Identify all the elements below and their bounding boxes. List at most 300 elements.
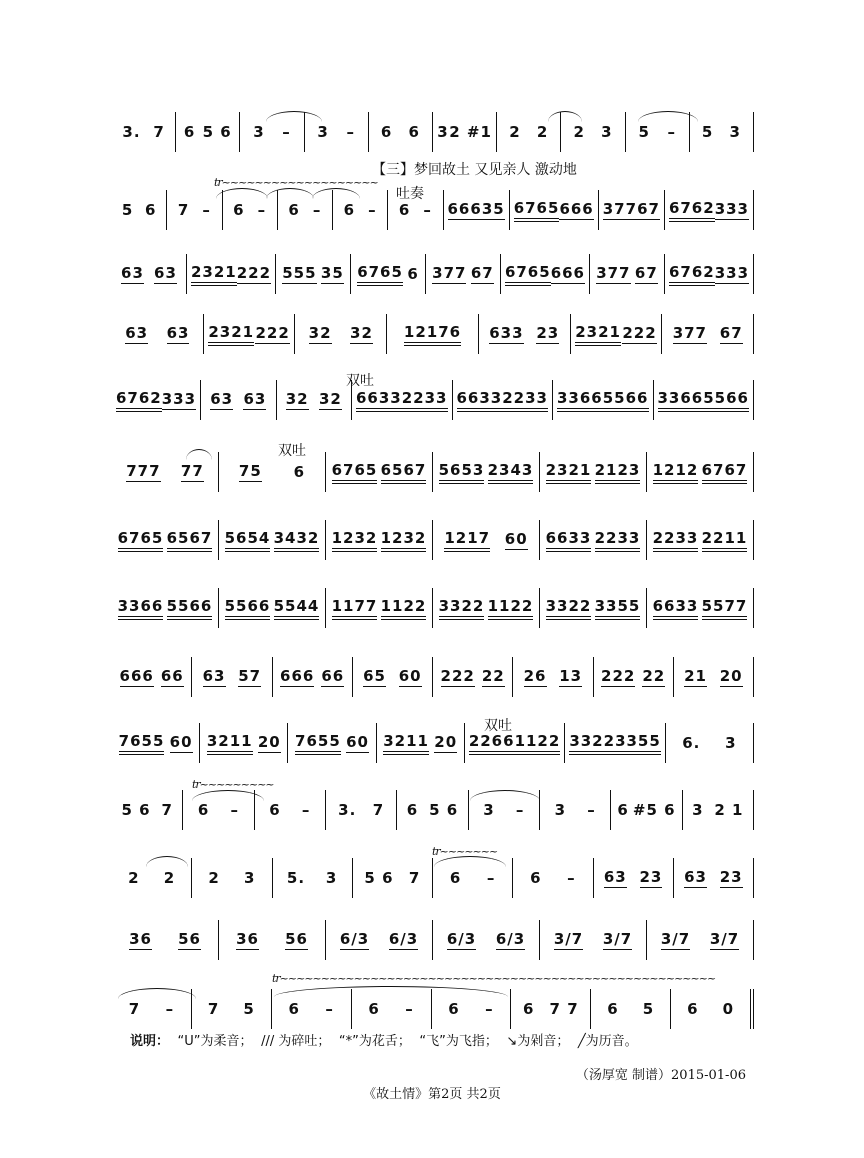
measure	[540, 920, 647, 960]
note-group: 66	[160, 667, 184, 685]
measure	[571, 314, 663, 354]
note-group: 6767	[702, 461, 748, 484]
note-group: 5566	[167, 597, 213, 620]
note-group: 222	[622, 324, 657, 342]
note-group: 222	[255, 324, 290, 342]
measure	[353, 657, 433, 697]
note-group: 56	[178, 930, 201, 948]
note-group: 6765	[505, 263, 551, 286]
note-group: 22	[642, 667, 666, 685]
note-group: 5 6	[121, 801, 151, 819]
note-group: 63	[202, 667, 226, 685]
measure	[513, 858, 593, 898]
note-group: 23	[536, 324, 560, 342]
note-group: 7	[161, 801, 173, 819]
note-group: –	[485, 1000, 494, 1018]
measure	[277, 380, 352, 420]
legend-item-soft-tone: “U”为柔音；	[177, 1034, 253, 1049]
note-group: 66	[321, 667, 345, 685]
note-group: 5	[638, 123, 650, 141]
notation-row	[112, 190, 754, 230]
measure	[112, 657, 192, 697]
note-group: 60	[346, 733, 369, 751]
measure	[351, 254, 426, 294]
note-group: 2321	[546, 461, 592, 484]
note-group: 377	[602, 200, 638, 218]
note-group: 1122	[515, 732, 561, 755]
page-footer: 《故土情》第2页 共2页	[363, 1087, 501, 1102]
measure	[433, 657, 513, 697]
measure	[671, 989, 754, 1029]
note-group: 7655	[295, 732, 341, 755]
measure	[591, 989, 671, 1029]
note-group: 6	[197, 801, 210, 819]
measure	[352, 380, 453, 420]
measure	[690, 112, 754, 152]
measure	[397, 790, 468, 830]
note-group: 6	[617, 801, 629, 819]
note-group: 6/3	[446, 930, 477, 948]
measure	[272, 989, 352, 1029]
measure	[192, 657, 272, 697]
measure	[647, 520, 754, 560]
measure	[352, 989, 432, 1029]
notation-row	[112, 520, 754, 560]
measure	[187, 254, 276, 294]
note-group: 65	[363, 667, 386, 685]
notation-row	[112, 112, 754, 152]
note-group: 222	[236, 264, 272, 282]
notation-row	[112, 920, 754, 960]
note-group: 3322	[546, 597, 592, 620]
note-group: 5566	[225, 597, 271, 620]
note-group: 5 6	[202, 123, 232, 141]
note-group: 35	[481, 200, 505, 218]
note-group: 13	[559, 667, 583, 685]
note-group: –	[587, 801, 596, 819]
legend-item-glide-tone: ╱为历音。	[577, 1034, 638, 1049]
note-group: 666	[280, 667, 315, 685]
note-group: 6633	[653, 597, 699, 620]
note-group: 2343	[488, 461, 534, 484]
measure	[674, 657, 754, 697]
measure	[465, 723, 566, 763]
note-group: 5	[701, 123, 714, 141]
measure	[433, 452, 540, 492]
measure	[276, 254, 351, 294]
note-group: 377	[432, 264, 467, 282]
note-group: 7	[177, 201, 190, 219]
note-group: 3322	[569, 732, 615, 755]
note-group: –	[667, 123, 676, 141]
note-group: 63	[243, 390, 267, 408]
note-group: –	[346, 123, 355, 141]
measure	[112, 520, 219, 560]
note-group: –	[230, 801, 240, 819]
note-group: 67	[719, 324, 743, 342]
note-group: 3355	[615, 732, 661, 755]
note-group: 222	[440, 667, 475, 685]
notation-row	[112, 657, 754, 697]
measure	[665, 254, 754, 294]
measure	[204, 314, 296, 354]
note-group: 3	[243, 869, 256, 887]
measure	[278, 190, 333, 230]
measure	[590, 254, 665, 294]
measure	[388, 190, 443, 230]
trill-mark: tr~~~~~~~~~	[192, 778, 274, 791]
measure	[167, 190, 222, 230]
note-group: 6/3	[339, 930, 370, 948]
measure	[273, 657, 353, 697]
note-group: 3	[729, 123, 741, 141]
note-group: 63	[210, 390, 234, 408]
note-group: 6	[288, 1000, 300, 1018]
note-group: 1232	[332, 529, 378, 552]
measure	[444, 190, 510, 230]
note-group: 5566	[703, 389, 749, 412]
note-group: 6765	[357, 263, 403, 286]
note-group: –	[325, 1000, 334, 1018]
note-group: 6	[144, 201, 157, 219]
note-group: 32	[350, 324, 373, 342]
measure	[540, 588, 647, 628]
measure	[112, 989, 192, 1029]
note-group: 6	[448, 1000, 460, 1018]
note-group: 2321	[191, 263, 237, 286]
note-group: 6	[522, 1000, 535, 1018]
tonguing-annotation: 吐奏	[396, 186, 424, 202]
note-group: 666	[447, 200, 482, 218]
note-group: 5	[243, 1000, 255, 1018]
note-group: 22	[481, 667, 505, 685]
note-group: 6	[449, 869, 462, 887]
note-group: 7655	[119, 732, 165, 755]
measure	[594, 858, 674, 898]
note-group: 3	[253, 123, 265, 141]
note-group: 77	[180, 462, 204, 480]
measure	[513, 657, 593, 697]
note-group: 63	[603, 868, 627, 886]
note-group: 6	[183, 123, 196, 141]
note-group: 36	[236, 930, 259, 948]
note-group: 67	[470, 264, 494, 282]
note-group: 377	[672, 324, 707, 342]
note-group: 2	[128, 869, 140, 887]
measure	[433, 112, 497, 152]
measure	[510, 190, 599, 230]
measure	[377, 723, 465, 763]
measure	[469, 790, 540, 830]
measure	[333, 190, 388, 230]
measure	[683, 790, 754, 830]
notation-row	[112, 858, 754, 898]
measure	[223, 190, 278, 230]
note-group: 3/7	[709, 930, 740, 948]
note-group: 3366	[118, 597, 164, 620]
note-group: –	[312, 201, 322, 219]
note-group: 5653	[439, 461, 485, 484]
legend-item-broken-tongue: /// 为碎吐；	[261, 1034, 331, 1049]
measure	[112, 254, 187, 294]
note-group: 3	[554, 801, 566, 819]
measure	[433, 920, 540, 960]
measure	[662, 314, 754, 354]
measure	[326, 588, 433, 628]
note-group: 67	[634, 264, 658, 282]
note-group: 63	[125, 324, 149, 342]
note-group: 6	[233, 201, 245, 219]
measure	[594, 657, 674, 697]
notation-row	[112, 254, 754, 294]
note-group: 21	[684, 667, 707, 685]
note-group: 6765	[332, 461, 378, 484]
note-group: 6	[408, 123, 420, 141]
note-group: –	[202, 201, 211, 219]
note-group: –	[423, 201, 432, 219]
note-group: 23	[639, 868, 663, 886]
note-group: 6633	[457, 389, 503, 412]
note-group: 6	[288, 201, 300, 219]
note-group: 6	[530, 869, 542, 887]
note-group: 6762	[669, 199, 715, 222]
measure	[176, 112, 240, 152]
measure	[305, 112, 369, 152]
note-group: –	[515, 801, 525, 819]
note-group: 6567	[167, 529, 213, 552]
measure	[219, 520, 326, 560]
note-group: 333	[161, 390, 197, 408]
trill-mark: tr~~~~~~~~~~~~~~~~~~~~~~~~~~~~~~~~~~~~~~~~~~~~~~~~~~~~~	[272, 972, 716, 985]
note-group: 3366	[658, 389, 704, 412]
note-group: 3	[483, 801, 495, 819]
measure	[201, 380, 276, 420]
measure	[647, 588, 754, 628]
note-group: 6	[368, 1000, 380, 1018]
note-group: 7 7	[549, 1000, 579, 1018]
note-group: 2233	[402, 389, 448, 412]
measure	[553, 380, 654, 420]
note-group: 2	[536, 123, 549, 141]
note-group: 2	[163, 869, 176, 887]
note-group: 3.	[122, 123, 141, 141]
note-group: 1177	[332, 597, 378, 620]
measure	[192, 989, 272, 1029]
note-group: 3	[601, 123, 613, 141]
note-group: 2233	[595, 529, 641, 552]
note-group: 1122	[381, 597, 427, 620]
measure	[666, 723, 754, 763]
note-group: 6/3	[495, 930, 526, 948]
notation-row	[112, 790, 754, 830]
note-group: 12176	[404, 323, 461, 346]
note-group: 5 6	[364, 869, 394, 887]
measure	[540, 452, 647, 492]
legend-item-flying-finger: “飞”为飞指；	[419, 1034, 498, 1049]
measure	[433, 520, 540, 560]
note-group: 6762	[116, 389, 162, 412]
note-group: #5 6	[632, 801, 676, 819]
note-group: 3	[725, 734, 737, 752]
note-group: 6765	[514, 199, 560, 222]
note-group: 3432	[274, 529, 320, 552]
note-group: –	[486, 869, 496, 887]
note-group: 2233	[653, 529, 699, 552]
measure	[219, 452, 326, 492]
note-group: 3.	[338, 801, 357, 819]
measure	[326, 452, 433, 492]
note-group: 6	[607, 1000, 619, 1018]
note-group: 1212	[653, 461, 699, 484]
note-group: 7	[128, 1000, 141, 1018]
measure	[219, 588, 326, 628]
note-group: 377	[596, 264, 631, 282]
notation-row	[112, 989, 754, 1029]
note-group: 32	[285, 390, 309, 408]
note-group: 7	[372, 801, 385, 819]
note-group: 57	[238, 667, 262, 685]
note-group: 3	[325, 869, 338, 887]
measure	[432, 989, 512, 1029]
note-group: 6	[343, 201, 356, 219]
note-group: –	[301, 801, 311, 819]
note-group: 6/3	[388, 930, 419, 948]
measure	[112, 112, 176, 152]
note-group: 36	[129, 930, 152, 948]
note-group: 1232	[381, 529, 427, 552]
note-group: 20	[719, 667, 743, 685]
note-group: 6	[293, 463, 306, 481]
note-group: 6	[269, 801, 281, 819]
note-group: 56	[285, 930, 308, 948]
measure	[273, 858, 353, 898]
measure	[183, 790, 254, 830]
note-group: 3	[437, 123, 449, 141]
measure	[497, 112, 561, 152]
measure	[626, 112, 690, 152]
measure	[112, 723, 200, 763]
note-group: 3322	[439, 597, 485, 620]
note-group: 7	[408, 869, 421, 887]
measure	[561, 112, 625, 152]
note-group: 6.	[682, 734, 701, 752]
note-group: 2266	[469, 732, 515, 755]
measure	[112, 314, 204, 354]
note-group: –	[282, 123, 291, 141]
notation-row	[112, 588, 754, 628]
measure	[255, 790, 326, 830]
note-group: 2 #1	[449, 123, 492, 141]
measure	[353, 858, 433, 898]
notation-row	[112, 723, 754, 763]
note-group: 3211	[383, 732, 429, 755]
double-tongue-annotation-a: 双吐	[346, 373, 374, 389]
note-group: 3366	[557, 389, 603, 412]
note-group: 63	[121, 264, 144, 282]
note-group: 5544	[274, 597, 320, 620]
note-group: 222	[601, 667, 636, 685]
legend-label: 说明：	[130, 1034, 170, 1049]
note-group: 20	[257, 733, 281, 751]
note-group: 2	[208, 869, 220, 887]
measure	[288, 723, 376, 763]
note-group: 5566	[603, 389, 649, 412]
note-group: –	[567, 869, 576, 887]
note-group: 32	[318, 390, 342, 408]
measure	[511, 989, 591, 1029]
note-group: 1217	[444, 529, 490, 552]
measure	[219, 920, 326, 960]
note-group: 6567	[381, 461, 427, 484]
measure	[674, 858, 754, 898]
note-group: 3355	[595, 597, 641, 620]
note-group: 3211	[207, 732, 253, 755]
measure	[326, 520, 433, 560]
note-group: 5 6	[429, 801, 459, 819]
note-group: 666	[559, 200, 594, 218]
note-group: 5654	[225, 529, 271, 552]
note-group: –	[165, 1000, 175, 1018]
note-group: 60	[504, 530, 528, 548]
note-group: 3/7	[602, 930, 633, 948]
note-group: 23	[719, 868, 743, 886]
note-group: 1122	[488, 597, 534, 620]
legend-item-chop-tone: ↘为剁音；	[506, 1034, 570, 1049]
note-group: 6	[398, 201, 411, 219]
measure	[326, 920, 433, 960]
measure	[647, 920, 754, 960]
note-group: 35	[320, 264, 344, 282]
legend-item-flutter-tongue: “*”为花舌；	[338, 1034, 411, 1049]
measure	[200, 723, 288, 763]
note-group: 60	[398, 667, 422, 685]
measure	[112, 858, 192, 898]
note-group: 3/7	[553, 930, 584, 948]
measure	[112, 920, 219, 960]
measure	[433, 588, 540, 628]
measure	[112, 588, 219, 628]
note-group: 75	[238, 462, 262, 480]
measure	[654, 380, 755, 420]
note-group: 26	[523, 667, 547, 685]
measure	[112, 790, 183, 830]
trill-mark: tr~~~~~~~~~~~~~~~~~~~	[214, 176, 378, 189]
note-group: 2233	[502, 389, 548, 412]
measure	[540, 520, 647, 560]
measure	[433, 858, 513, 898]
score-credit: （汤厚宽 制谱）2015-01-06	[575, 1068, 746, 1083]
note-group: 6633	[546, 529, 592, 552]
measure	[369, 112, 433, 152]
note-group: 6	[687, 1000, 699, 1018]
measure	[665, 190, 754, 230]
note-group: 32	[308, 324, 332, 342]
note-group: 7	[207, 1000, 220, 1018]
section-marker: 【三】梦回故土 又见亲人 激动地	[372, 162, 577, 178]
note-group: 777	[126, 462, 161, 480]
measure	[387, 314, 479, 354]
measure	[192, 858, 272, 898]
note-group: 5577	[702, 597, 748, 620]
note-group: 2211	[702, 529, 748, 552]
notation-row	[112, 380, 754, 420]
measure	[540, 790, 611, 830]
note-group: 63	[684, 868, 707, 886]
notation-row	[112, 452, 754, 492]
measure	[611, 790, 682, 830]
note-group: 666	[550, 264, 585, 282]
note-group: 5	[642, 1000, 655, 1018]
